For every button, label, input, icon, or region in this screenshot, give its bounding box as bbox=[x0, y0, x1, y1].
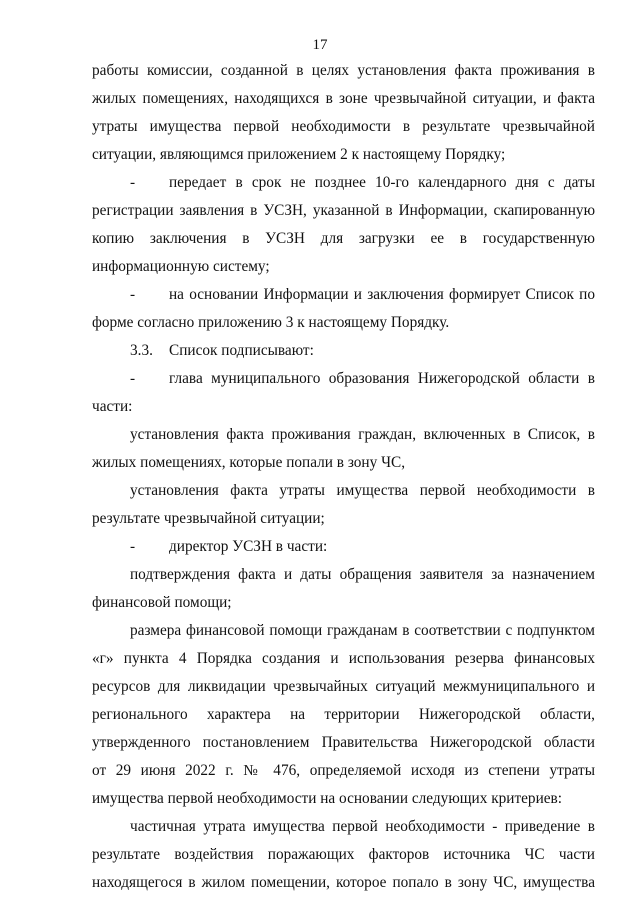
text-line: находящегося в жилом помещении, которое попало в зону ЧС, имущества bbox=[92, 874, 595, 891]
text-line: утраты имущества первой необходимости в результате чрезвычайной bbox=[92, 118, 595, 135]
text-line: жилых помещениях, которые попали в зону ЧС, bbox=[92, 454, 406, 471]
text-line: размера финансовой помощи гражданам в соответствии с подпунктом bbox=[130, 622, 595, 639]
text-line: установления факта проживания граждан, включенных в Список, в bbox=[130, 426, 595, 443]
text-line: частичная утрата имущества первой необходимости - приведение в bbox=[130, 818, 595, 835]
text-line: ситуации, являющимся приложением 2 к настоящему Порядку; bbox=[92, 146, 506, 163]
text-line: результате воздействия поражающих факторов источника ЧС части bbox=[92, 846, 595, 863]
list-dash: - bbox=[130, 370, 136, 387]
text-line: передает в срок не позднее 10-го календарного дня с даты bbox=[169, 174, 595, 191]
text-line: копию заключения в УСЗН для загрузки ее в государственную bbox=[92, 230, 595, 247]
text-line: «г» пункта 4 Порядка создания и использования резерва финансовых bbox=[92, 650, 595, 667]
text-line: работы комиссии, созданной в целях установления факта проживания в bbox=[92, 62, 595, 79]
text-line: на основании Информации и заключения формирует Список по bbox=[169, 286, 595, 303]
text-line: форме согласно приложению 3 к настоящему Порядку. bbox=[92, 314, 450, 331]
text-line: имущества первой необходимости на основании следующих критериев: bbox=[92, 790, 563, 807]
text-line: финансовой помощи; bbox=[92, 594, 232, 611]
section-number: 3.3. bbox=[130, 342, 153, 359]
list-dash: - bbox=[130, 286, 136, 303]
text-line: утвержденного постановлением Правительства Нижегородской области bbox=[92, 734, 595, 751]
text-line: глава муниципального образования Нижегородской области в bbox=[169, 370, 595, 387]
text-line: результате чрезвычайной ситуации; bbox=[92, 510, 325, 527]
text-line: установления факта утраты имущества первой необходимости в bbox=[130, 482, 595, 499]
text-line: регионального характера на территории Нижегородской области, bbox=[92, 706, 595, 723]
page-number: 17 bbox=[312, 37, 328, 53]
text-line: подтверждения факта и даты обращения заявителя за назначением bbox=[130, 566, 595, 583]
text-line: Список подписывают: bbox=[169, 342, 314, 359]
list-dash: - bbox=[130, 538, 136, 555]
list-dash: - bbox=[130, 174, 136, 191]
text-line: жилых помещениях, находящихся в зоне чрезвычайной ситуации, и факта bbox=[92, 90, 595, 107]
text-line: части: bbox=[92, 398, 133, 415]
text-line: информационную систему; bbox=[92, 258, 270, 275]
text-line: от 29 июня 2022 г. № 476, определяемой исходя из степени утраты bbox=[92, 762, 595, 779]
text-line: директор УСЗН в части: bbox=[169, 538, 328, 555]
text-line: регистрации заявления в УСЗН, указанной в Информации, скапированную bbox=[92, 202, 595, 219]
text-line: ресурсов для ликвидации чрезвычайных ситуаций межмуниципального и bbox=[92, 678, 595, 695]
